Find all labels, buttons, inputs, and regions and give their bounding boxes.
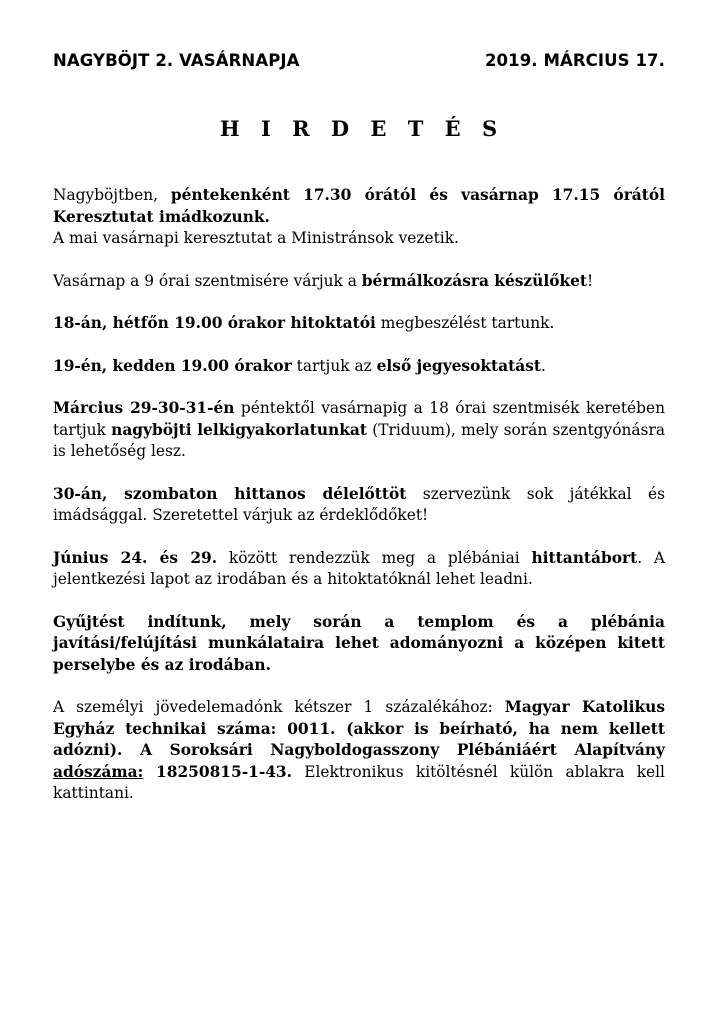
paragraph-lent-stations bbox=[53, 185, 665, 228]
text: Elektronikus kitöltésnél külön ablakra kell kattintani. bbox=[53, 762, 665, 802]
text: A személyi jövedelemadónk kétszer 1 százalékához: bbox=[53, 698, 505, 716]
bold-text: hittantábort bbox=[531, 548, 638, 567]
page-title: H I R D E T É S bbox=[219, 116, 505, 141]
paragraph-ministrants bbox=[53, 228, 665, 250]
text: . A jelentkezési lapot az irodában és a hitoktatóknál lehet leadni. bbox=[53, 548, 666, 588]
paragraph-religion-morning bbox=[53, 484, 665, 527]
paragraph-camp bbox=[53, 548, 665, 591]
bold-text: 18-án, hétfőn 19.00 órakor hitoktatói bbox=[53, 314, 376, 332]
text: (Triduum), mely során szentgyónásra is lehetőség lesz. bbox=[53, 420, 665, 460]
tax-number-label: adószáma: bbox=[53, 762, 144, 781]
text: tartjuk az bbox=[291, 356, 377, 375]
bold-text: 30-án, szombaton hittanos délelőttöt bbox=[53, 484, 407, 503]
text: között rendezzük meg a plébániai bbox=[217, 548, 532, 567]
paragraph-triduum bbox=[53, 398, 665, 463]
date: 2019. MÁRCIUS 17. bbox=[484, 51, 665, 70]
announcement-page bbox=[53, 50, 665, 826]
text: A mai vasárnapi keresztutat a Ministránsok vezetik. bbox=[53, 229, 459, 247]
bold-text: péntekenként 17.30 órától és vasárnap 17.15 órától Keresztutat imádkozunk. bbox=[53, 186, 665, 226]
bold-text: bérmálkozásra készülőket bbox=[361, 271, 588, 290]
text: szervezünk sok játékkal és imádsággal. Szeretettel várjuk az érdeklődőket! bbox=[53, 484, 665, 524]
header-row bbox=[53, 50, 665, 72]
bold-text: első jegyesoktatást bbox=[376, 356, 541, 375]
text: . bbox=[540, 356, 546, 375]
bold-text: Magyar Katolikus Egyház technikai száma: 0011. (akkor is beírható, ha nem kellett adózni). A Soroksári Nagyboldogasszony Plébániáért Alapítvány bbox=[53, 698, 665, 759]
tax-number: 18250815-1-43. bbox=[143, 762, 292, 781]
text: Nagyböjtben, bbox=[53, 186, 171, 204]
paragraph-catechist-meeting bbox=[53, 313, 665, 335]
underlined-bold-text bbox=[53, 763, 143, 781]
bold-text: 19-én, kedden 19.00 órakor bbox=[53, 356, 292, 375]
liturgical-day: NAGYBÖJT 2. VASÁRNAPJA bbox=[53, 51, 300, 70]
text: ! bbox=[587, 271, 594, 290]
bold-text: Június 24. és 29. bbox=[53, 548, 218, 567]
bold-text: Gyűjtést indítunk, mely során a templom és a plébánia javítási/felújítási munkálataira lehet adományozni a középen kitett perselybe és az irodában. bbox=[53, 612, 665, 674]
text: Vasárnap a 9 órai szentmisére várjuk a bbox=[53, 271, 362, 290]
bold-text: nagyböjti lelkigyakorlatunkat bbox=[111, 420, 367, 439]
paragraph-marriage-prep bbox=[53, 356, 665, 378]
paragraph-confirmation bbox=[53, 271, 665, 293]
paragraph-tax-donation bbox=[53, 697, 665, 805]
bold-text: Március 29-30-31-én bbox=[53, 399, 235, 417]
paragraph-collection bbox=[53, 612, 665, 677]
text: megbeszélést tartunk. bbox=[375, 314, 555, 332]
text: péntektől vasárnapig a 18 órai szentmisék keretében tartjuk bbox=[53, 399, 666, 439]
